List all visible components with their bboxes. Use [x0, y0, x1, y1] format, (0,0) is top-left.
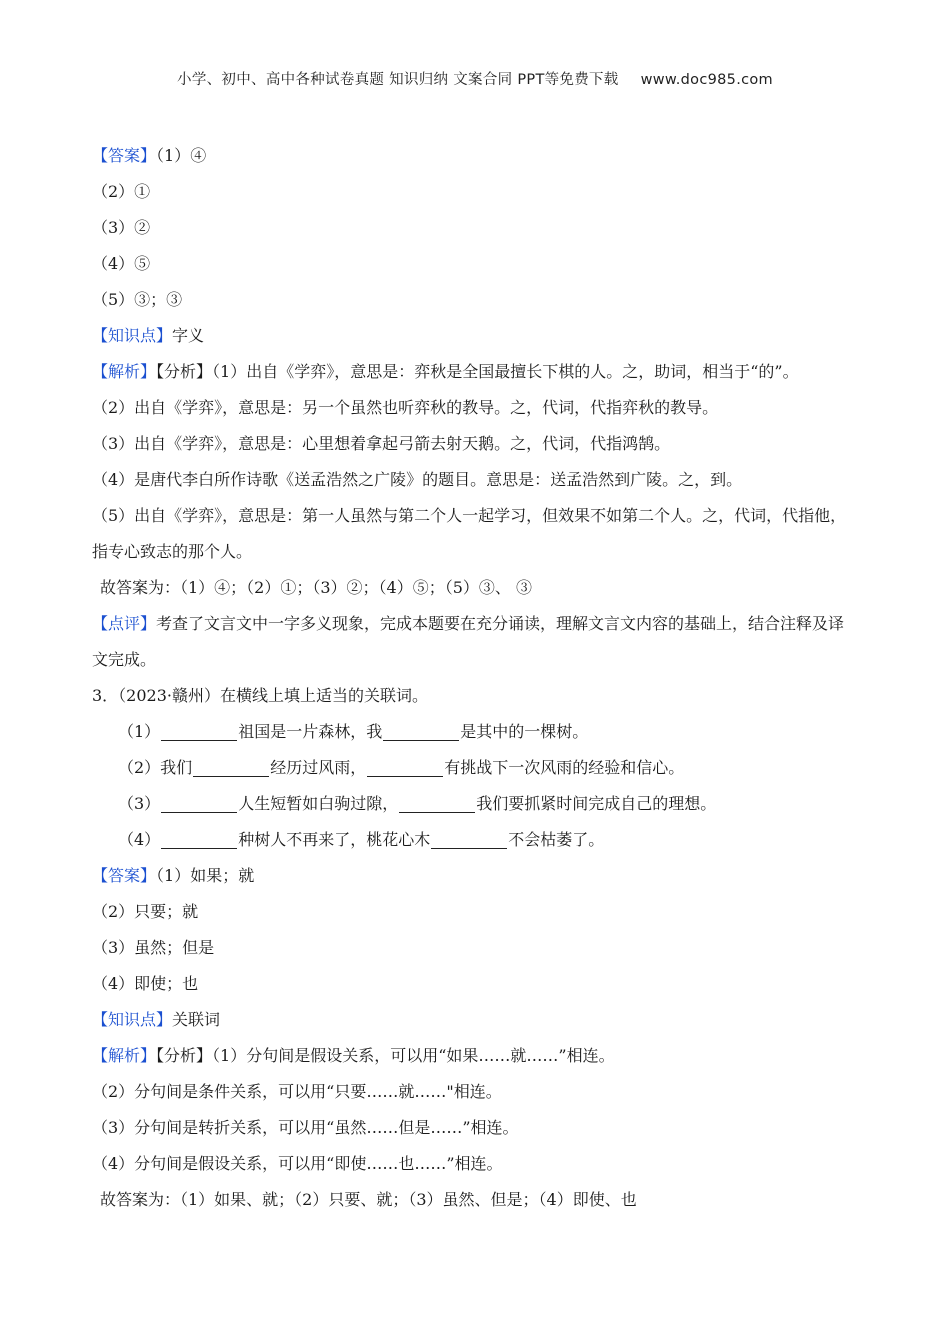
- analysis-text: （4）是唐代李白所作诗歌《送孟浩然之广陵》的题目。意思是：送孟浩然到广陵。之，到。: [92, 470, 743, 489]
- answer-item: （2）①: [92, 182, 151, 201]
- item-text: 人生短暂如白驹过隙，: [238, 794, 399, 813]
- question-item: [92, 822, 862, 858]
- analysis-sub-tag: 【分析】: [156, 1046, 213, 1065]
- answer-item: （1）④: [156, 146, 207, 165]
- item-text: 不会枯萎了。: [508, 830, 605, 849]
- answer-item: （3）虽然；但是: [92, 938, 215, 957]
- document-body: [92, 138, 862, 1218]
- q2-answer-line: [92, 138, 862, 174]
- analysis-text: （2）出自《学弈》，意思是：另一个虽然也听弈秋的教导。之，代词，代指弈秋的教导。: [92, 398, 719, 417]
- item-text: 经历过风雨，: [270, 758, 367, 777]
- q3-analysis-line: [92, 1038, 862, 1074]
- fill-blank[interactable]: [193, 758, 269, 777]
- knowledge-text: 关联词: [172, 1010, 221, 1029]
- answer-tag: 【答案】: [92, 866, 157, 885]
- question-item: [92, 714, 862, 750]
- question-item: [92, 750, 862, 786]
- knowledge-text: 字义: [172, 326, 205, 345]
- analysis-text: （4）分句间是假设关系，可以用“即使……也……”相连。: [92, 1154, 503, 1173]
- fill-blank[interactable]: [161, 722, 237, 741]
- item-number: （3）: [118, 794, 161, 813]
- analysis-tag: 【解析】: [92, 362, 157, 381]
- item-text: 我们要抓紧时间完成自己的理想。: [476, 794, 717, 813]
- q2-comment-line: [92, 606, 852, 678]
- q3-knowledge-line: [92, 1002, 862, 1038]
- item-number: （4）: [118, 830, 161, 849]
- analysis-text: （3）分句间是转折关系，可以用“虽然……但是……”相连。: [92, 1118, 519, 1137]
- fill-blank[interactable]: [383, 722, 459, 741]
- analysis-sub-tag: 【分析】: [156, 362, 213, 381]
- page-header: [0, 68, 950, 89]
- header-text: 小学、初中、高中各种试卷真题 知识归纳 文案合同 PPT等免费下载: [177, 72, 619, 88]
- q2-analysis-line: [92, 354, 832, 390]
- final-answer: 故答案为：（1）如果、就；（2）只要、就；（3）虽然、但是；（4）即使、也: [100, 1190, 637, 1209]
- comment-text: 考查了文言文中一字多义现象，完成本题要在充分诵读，理解文言文内容的基础上，结合注释及译文完成。: [92, 614, 845, 669]
- analysis-text: （3）出自《学弈》，意思是：心里想着拿起弓箭去射天鹅。之，代词，代指鸿鹄。: [92, 434, 671, 453]
- question-item: [92, 786, 862, 822]
- comment-tag: 【点评】: [92, 614, 157, 633]
- fill-blank[interactable]: [367, 758, 443, 777]
- answer-item: （2）只要；就: [92, 902, 199, 921]
- knowledge-tag: 【知识点】: [92, 1010, 173, 1029]
- answer-item: （4）⑤: [92, 254, 151, 273]
- q3-answer-line: [92, 858, 862, 894]
- item-text: 是其中的一棵树。: [460, 722, 589, 741]
- q2-knowledge-line: [92, 318, 862, 354]
- final-answer: 故答案为：（1）④；（2）①；（3）②；（4）⑤；（5）③、 ③: [100, 578, 532, 597]
- item-number: （2）我们: [118, 758, 193, 777]
- fill-blank[interactable]: [399, 794, 475, 813]
- analysis-text: （5）出自《学弈》，意思是：第一人虽然与第二个人一起学习，但效果不如第二个人。之，代词，代指他，指专心致志的那个人。: [92, 506, 847, 561]
- analysis-text: （1）出自《学弈》，意思是：弈秋是全国最擅长下棋的人。之，助词，相当于“的”。: [212, 362, 799, 381]
- fill-blank[interactable]: [431, 830, 507, 849]
- item-number: （1）: [118, 722, 161, 741]
- answer-item: （1）如果；就: [156, 866, 255, 885]
- fill-blank[interactable]: [161, 794, 237, 813]
- item-text: 有挑战下一次风雨的经验和信心。: [444, 758, 685, 777]
- analysis-text: （1）分句间是假设关系，可以用“如果……就……”相连。: [212, 1046, 615, 1065]
- answer-item: （5）③；③: [92, 290, 183, 309]
- answer-item: （4）即使；也: [92, 974, 199, 993]
- fill-blank[interactable]: [161, 830, 237, 849]
- analysis-tag: 【解析】: [92, 1046, 157, 1065]
- answer-tag: 【答案】: [92, 146, 157, 165]
- knowledge-tag: 【知识点】: [92, 326, 173, 345]
- item-text: 祖国是一片森林，我: [238, 722, 383, 741]
- question-title: 3．（2023·赣州）在横线上填上适当的关联词。: [92, 686, 428, 705]
- item-text: 种树人不再来了，桃花心木: [238, 830, 431, 849]
- answer-item: （3）②: [92, 218, 151, 237]
- analysis-text: （2）分句间是条件关系，可以用“只要……就……"相连。: [92, 1082, 502, 1101]
- header-site: www.doc985.com: [640, 72, 773, 88]
